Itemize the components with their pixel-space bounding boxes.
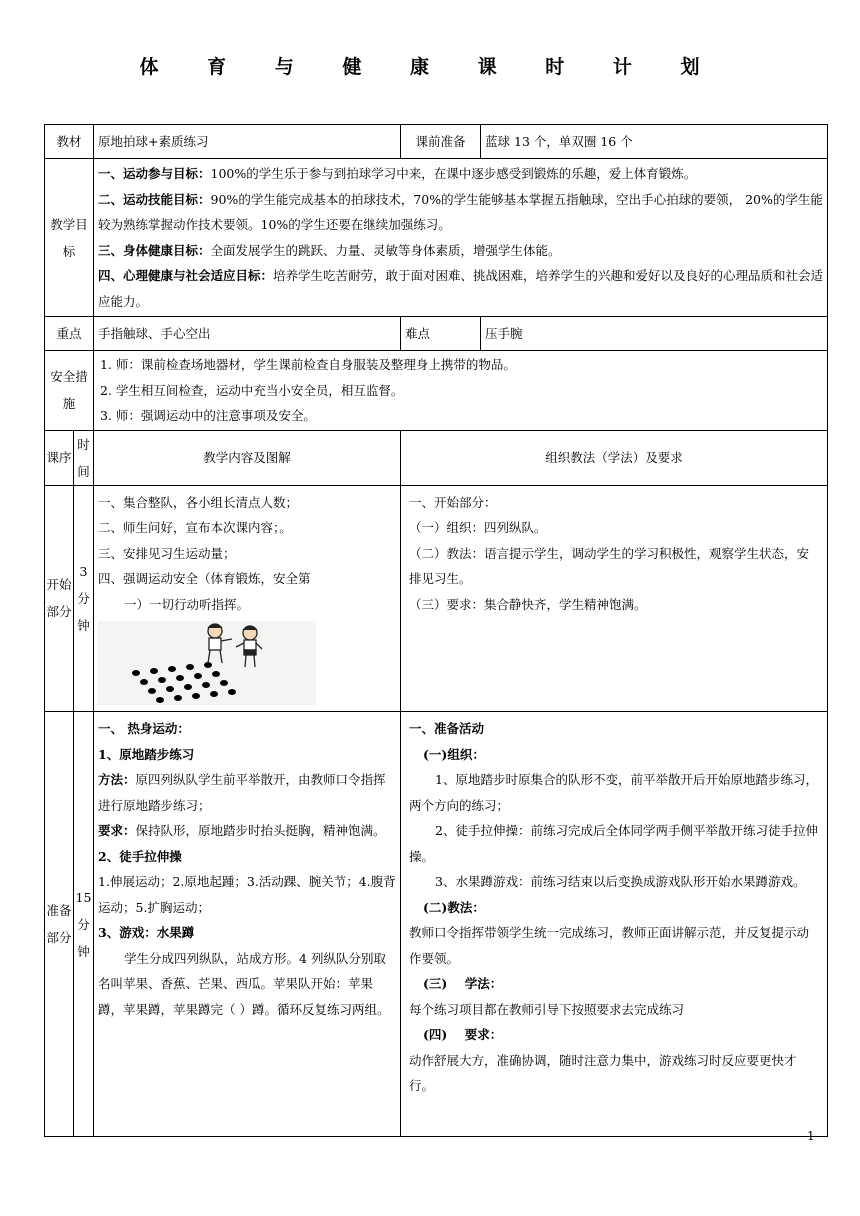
page-title: 体 育 与 健 康 课 时 计 划: [139, 56, 721, 78]
org-item: 2、徒手拉伸操：前练习完成后全体同学两手侧平举散开练习徒手拉伸操。: [409, 823, 818, 864]
method-line: （二）教法：语言提示学生，调动学生的学习积极性，观察学生状态，安排见习生。: [409, 545, 810, 586]
learn-text: 每个练习项目都在教师引导下按照要求去完成练习: [409, 1001, 685, 1017]
method-header: 组织教法（学法）及要求: [401, 430, 828, 485]
formation-illustration: [98, 621, 316, 705]
content-line: 四、强调运动安全（体育锻炼，安全第: [98, 571, 311, 586]
key-label: 重点: [45, 317, 94, 351]
header-row: [45, 430, 828, 485]
dot-grid: [132, 662, 236, 703]
start-section-method: [401, 485, 828, 712]
objective-item: 一、运动参与目标：100%的学生乐于参与到拍球学习中来，在课中逐步感受到锻炼的乐趣，爱上体育锻炼。: [98, 166, 697, 181]
prep-section-row: [45, 712, 828, 1137]
objective-item: 二、运动技能目标：90%的学生能完成基本的拍球技术，70%的学生能够基本掌握五指触球，空出手心拍球的要领， 20%的学生能较为熟练掌握动作技术要领。10%的学生还要在继续加强练习。: [98, 191, 823, 232]
figure-child-1: [208, 624, 232, 663]
objectives-row: [45, 159, 828, 317]
warmup-heading: 一、 热身运动：: [98, 721, 190, 736]
content-header: 教学内容及图解: [94, 430, 401, 485]
objectives-content: [94, 159, 828, 317]
material-value: 原地拍球+素质练习: [94, 125, 401, 159]
lesson-plan-table: [44, 124, 828, 1137]
safety-item: 3. 师：强调运动中的注意事项及安全。: [100, 408, 316, 423]
content-line: 三、安排见习生运动量；: [98, 545, 236, 561]
objective-item: 四、心理健康与社会适应目标：培养学生吃苦耐劳，敢于面对困难、挑战困难，培养学生的兴趣和爱好以及良好的心理品质和社会适应能力。: [98, 268, 824, 309]
org-label: (一)组织：: [423, 746, 485, 762]
prep-method-heading: 一、准备活动: [409, 721, 485, 736]
order-header: 课序: [45, 430, 74, 485]
item2-heading: 2、徒手拉伸操: [98, 848, 182, 864]
start-section-name: 开始部分: [45, 485, 74, 712]
page-number: 1: [807, 1129, 815, 1143]
safety-row: [45, 351, 828, 431]
method-text: 原四列纵队学生前平举散开，由教师口令指挥进行原地踏步练习；: [98, 772, 386, 813]
org-item: 1、原地踏步时原集合的队形不变，前平举散开后开始原地踏步练习，两个方向的练习；: [409, 772, 818, 813]
prep-label: 课前准备: [401, 125, 481, 159]
difficulty-label: 难点: [401, 317, 481, 351]
objective-item: 三、身体健康目标：全面发展学生的跳跃、力量、灵敏等身体素质，增强学生体能。: [98, 242, 561, 258]
method-line: （三）要求：集合静快齐，学生精神饱满。: [409, 596, 647, 612]
content-line: 二、师生问好，宣布本次课内容；。: [98, 520, 292, 535]
item3-text: 学生分成四列纵队，站成方形。4 列纵队分别取名叫苹果、香蕉、芒果、西瓜。苹果队开始：苹果蹲，苹果蹲，苹果蹲完（ ）蹲。循环反复练习两组。: [98, 950, 390, 1017]
time-header: 时间: [74, 430, 94, 485]
material-label: 教材: [45, 125, 94, 159]
method-line: （一）组织：四列纵队。: [409, 520, 547, 535]
prep-value: 蓝球 13 个，单双圈 16 个: [481, 125, 828, 159]
start-section-row: [45, 485, 828, 712]
req-label: (四) 要求：: [423, 1027, 503, 1042]
method-label: 方法：: [98, 772, 136, 787]
learn-label: (三) 学法：: [423, 976, 503, 991]
safety-item: 1. 师：课前检查场地器材，学生课前检查自身服装及整理身上携带的物品。: [100, 357, 516, 372]
require-label: 要求：: [98, 823, 136, 838]
start-section-time: 3分钟: [74, 485, 94, 712]
require-text: 保持队形，原地踏步时抬头挺胸，精神饱满。: [135, 823, 386, 838]
difficulty-value: 压手腕: [481, 317, 828, 351]
teach-text: 教师口令指挥带领学生统一完成练习，教师正面讲解示范，并反复提示动作要领。: [409, 925, 810, 966]
item3-heading: 3、游戏：水果蹲: [98, 925, 195, 940]
org-item: 3、水果蹲游戏：前练习结束以后变换成游戏队形开始水果蹲游戏。: [435, 874, 806, 889]
info-row: [45, 125, 828, 159]
prep-section-time: 15分钟: [74, 712, 94, 1137]
safety-label: 安全措施: [45, 351, 94, 431]
prep-section-content: [94, 712, 401, 1137]
formation-figure: [98, 621, 316, 705]
objectives-label: 教学目标: [45, 159, 94, 317]
figure-child-2: [236, 626, 262, 667]
method-line: 一、开始部分：: [409, 494, 497, 510]
key-value: 手指触球、手心空出: [94, 317, 401, 351]
req-text: 动作舒展大方，准确协调，随时注意力集中，游戏练习时反应要更快才行。: [409, 1052, 797, 1093]
item2-text: 1.伸展运动；2.原地起踵；3.活动踝、腕关节；4.腹背运动；5.扩胸运动；: [98, 874, 396, 915]
safety-item: 2. 学生相互间检查，运动中充当小安全员，相互监督。: [100, 382, 404, 398]
item1-heading: 1、原地踏步练习: [98, 746, 195, 762]
safety-content: [94, 351, 828, 431]
key-row: [45, 317, 828, 351]
start-section-content: [94, 485, 401, 712]
content-line: 一、集合整队，各小组长清点人数；: [98, 494, 299, 510]
content-line: 一）一切行动听指挥。: [124, 596, 250, 612]
prep-section-name: 准备部分: [45, 712, 74, 1137]
teach-label: (二)教法：: [423, 899, 485, 915]
prep-section-method: [401, 712, 828, 1137]
